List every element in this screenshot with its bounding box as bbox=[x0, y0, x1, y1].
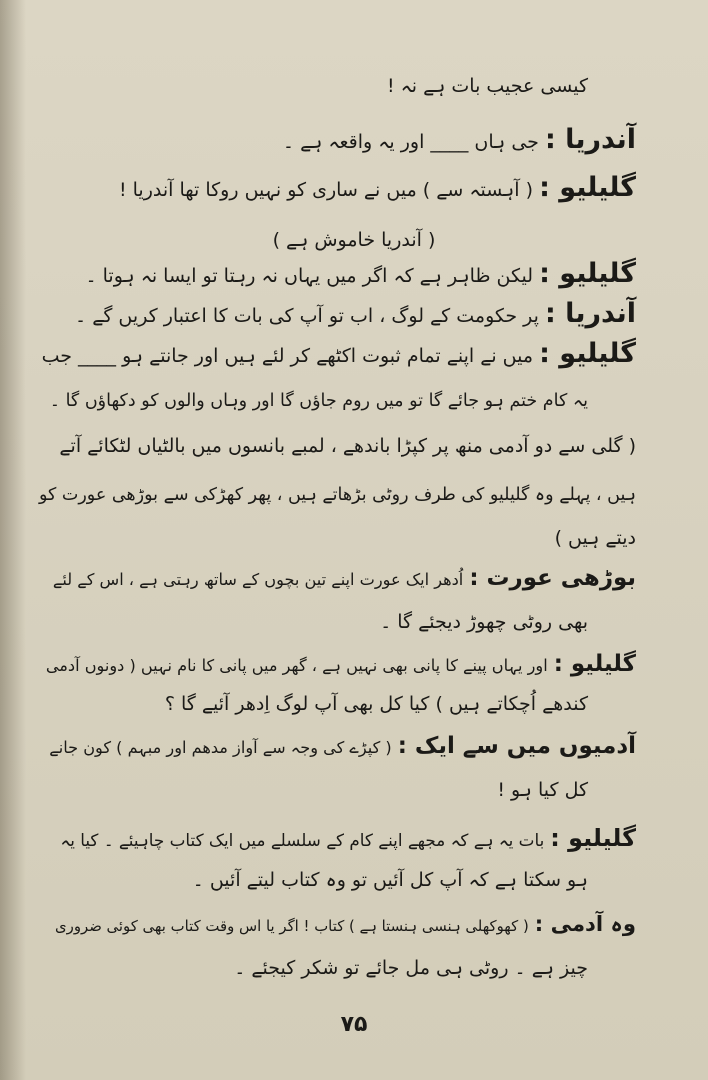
page-number: ۷۵ bbox=[340, 1012, 368, 1037]
line-text: کل کیا ہو ! bbox=[497, 779, 588, 801]
speaker-name: گلیلیو : bbox=[550, 824, 636, 852]
stage-direction bbox=[40, 432, 636, 460]
speaker-name: گلیلیو : bbox=[539, 338, 636, 369]
line-text: بھی روٹی چھوڑ دیجئے گا ۔ bbox=[380, 611, 588, 633]
line-text: ( آندریا خاموش ہے ) bbox=[272, 229, 436, 251]
speaker-name: گلیلیو : bbox=[553, 651, 636, 677]
text-line bbox=[40, 386, 588, 415]
line-text: اور یہاں پینے کا پانی بھی نہیں ہے ، گھر میں پانی کا نام نہیں ( دونوں آدمی bbox=[45, 656, 548, 675]
speaker-name: آدمیوں میں سے ایک : bbox=[397, 733, 636, 759]
dialogue-line bbox=[40, 126, 636, 156]
stage-direction bbox=[40, 480, 636, 509]
line-text: پر حکومت کے لوگ ، اب تو آپ کی بات کا اعتبار کریں گے ۔ bbox=[75, 305, 539, 327]
line-text: بات یہ ہے کہ مجھے اپنے کام کے سلسلے میں ایک کتاب چاہیئے ۔ کیا یہ bbox=[60, 830, 545, 850]
text-line bbox=[40, 72, 588, 100]
line-text: جی ہاں ____ اور یہ واقعہ ہے ۔ bbox=[282, 131, 539, 153]
line-text: میں نے اپنے تمام ثبوت اکٹھے کر لئے ہیں اور جانتے ہو ____ جب bbox=[41, 345, 534, 367]
text-line bbox=[40, 954, 588, 982]
dialogue-line bbox=[40, 340, 636, 370]
line-text: ہیں ، پہلے وہ گلیلیو کی طرف روٹی بڑھاتے ہیں ، پھر کھڑکی سے بوڑھی عورت کو bbox=[38, 485, 636, 505]
line-text: ( آہستہ سے ) میں نے ساری کو نہیں روکا تھا آندریا ! bbox=[118, 179, 534, 201]
line-text: ( گلی سے دو آدمی منھ پر کپڑا باندھے ، لمبے بانسوں میں بالٹیاں لٹکائے آتے bbox=[59, 435, 636, 457]
stage-direction bbox=[40, 524, 636, 552]
line-text: اُدھر ایک عورت اپنے تین بچوں کے ساتھ رہتی ہے ، اس کے لئے bbox=[52, 570, 464, 589]
line-text: لیکن ظاہر ہے کہ اگر میں یہاں نہ رہتا تو ایسا نہ ہوتا ۔ bbox=[85, 265, 534, 287]
line-text: ( کپڑے کی وجہ سے آواز مدھم اور مبہم ) کون جانے bbox=[49, 738, 392, 757]
dialogue-line bbox=[40, 174, 636, 204]
binding-shadow bbox=[0, 0, 26, 1080]
speaker-name: گلیلیو : bbox=[539, 258, 636, 289]
speaker-name: آندریا : bbox=[544, 124, 636, 155]
text-line bbox=[40, 690, 588, 718]
line-text: ( کھوکھلی ہنسی ہنستا ہے ) کتاب ! اگر یا اس وقت کتاب بھی کوئی ضروری bbox=[55, 917, 529, 935]
dialogue-line bbox=[40, 564, 636, 594]
speaker-name: گلیلیو : bbox=[539, 172, 636, 203]
dialogue-line bbox=[40, 260, 636, 290]
line-text: چیز ہے ۔ روٹی ہی مل جائے تو شکر کیجئے ۔ bbox=[234, 957, 588, 979]
dialogue-line bbox=[40, 650, 636, 680]
speaker-name: بوڑھی عورت : bbox=[469, 565, 636, 591]
text-line bbox=[40, 866, 588, 894]
line-text: یہ کام ختم ہو جائے گا تو میں روم جاؤں گا اور وہاں والوں کو دکھاؤں گا ۔ bbox=[49, 391, 588, 411]
speaker-name: وہ آدمی : bbox=[534, 911, 636, 936]
dialogue-line bbox=[40, 824, 636, 854]
dialogue-line bbox=[40, 910, 636, 940]
text-line bbox=[40, 608, 588, 636]
dialogue-line bbox=[40, 732, 636, 762]
dialogue-line bbox=[40, 300, 636, 330]
line-text: کیسی عجیب بات ہے نہ ! bbox=[386, 75, 588, 97]
text-line bbox=[40, 776, 588, 804]
line-text: کندھے اُچکاتے ہیں ) کیا کل بھی آپ لوگ اِدھر آئیے گا ؟ bbox=[164, 693, 588, 715]
line-text: ہو سکتا ہے کہ آپ کل آئیں تو وہ کتاب لیتے آئیں ۔ bbox=[192, 869, 588, 891]
line-text: دیتے ہیں ) bbox=[554, 527, 636, 549]
speaker-name: آندریا : bbox=[544, 298, 636, 329]
stage-direction bbox=[60, 226, 648, 254]
